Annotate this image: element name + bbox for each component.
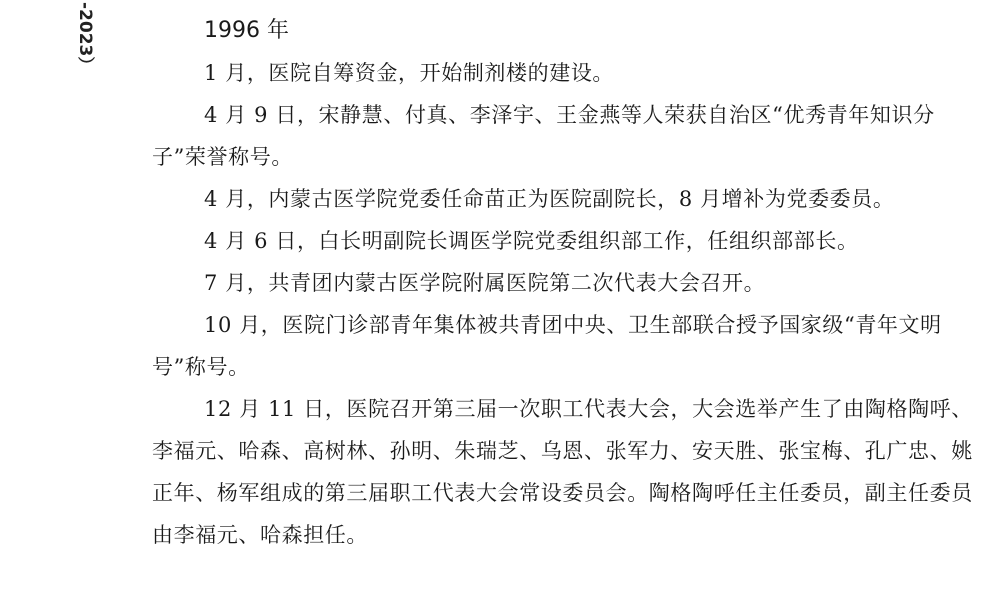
side-label-text: -2023） — [75, 2, 95, 74]
page-body — [152, 10, 982, 556]
year-heading: 1996 年 — [204, 18, 289, 43]
running-header-fragment — [75, 2, 106, 74]
paragraph-2: 4 月 9 日，宋静慧、付真、李泽宇、王金燕等人荣获自治区“优秀青年知识分子”荣誉称号。 — [152, 103, 935, 169]
paragraph-6: 10 月，医院门诊部青年集体被共青团中央、卫生部联合授予国家级“青年文明号”称号。 — [152, 313, 942, 379]
paragraph-7: 12 月 11 日，医院召开第三届一次职工代表大会，大会选举产生了由陶格陶呼、李福元、哈森、高树林、孙明、朱瑞芝、乌恩、张军力、安天胜、张宝梅、孔广忠、姚正年、杨军组成的第三届职工代表大会常设委员会。陶格陶呼任主任委员，副主任委员由李福元、哈森担任。 — [152, 397, 973, 547]
paragraph-3: 4 月，内蒙古医学院党委任命苗正为医院副院长，8 月增补为党委委员。 — [204, 187, 895, 211]
paragraph-5: 7 月，共青团内蒙古医学院附属医院第二次代表大会召开。 — [204, 271, 766, 295]
paragraph-4: 4 月 6 日，白长明副院长调医学院党委组织部工作，任组织部部长。 — [204, 229, 859, 253]
paragraph-1: 1 月，医院自筹资金，开始制剂楼的建设。 — [204, 61, 615, 85]
